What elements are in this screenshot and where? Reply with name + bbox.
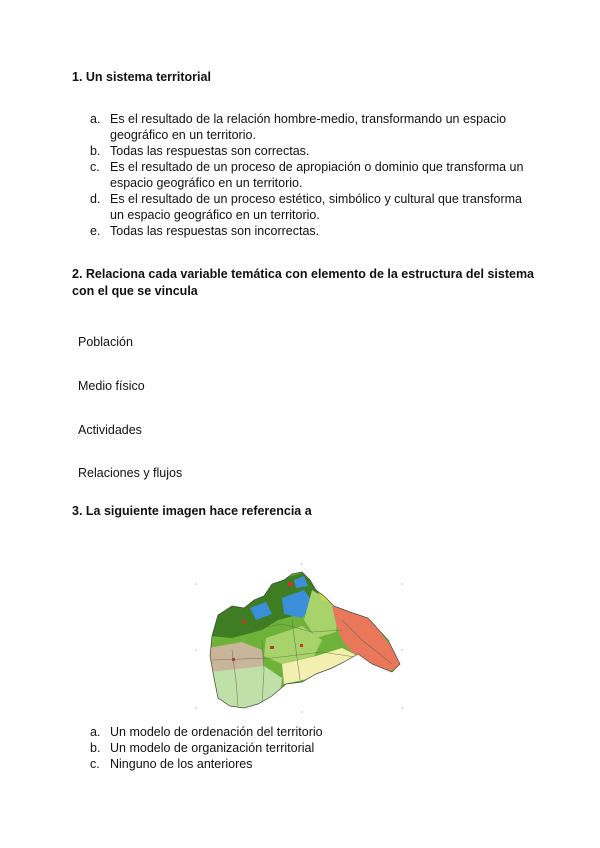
option-b[interactable]	[72, 143, 530, 159]
option-c[interactable]	[72, 159, 530, 191]
option-marker: c.	[90, 160, 100, 174]
option-a[interactable]	[72, 724, 530, 740]
match-item-poblacion[interactable]: Población	[78, 335, 133, 349]
option-marker: a.	[90, 725, 101, 739]
option-e[interactable]	[72, 223, 530, 239]
option-a[interactable]	[72, 111, 530, 143]
match-item-relaciones-flujos[interactable]: Relaciones y flujos	[78, 466, 183, 480]
territorial-map-image	[192, 560, 408, 716]
question-2-title: 2. Relaciona cada variable temática con elemento de la estructura del sistema con el que se vincula	[72, 267, 535, 298]
option-text: Un modelo de organización territorial	[110, 741, 315, 755]
option-marker: a.	[90, 112, 101, 126]
question-1-title: 1. Un sistema territorial	[72, 70, 211, 84]
match-item-actividades[interactable]: Actividades	[78, 423, 142, 437]
option-b[interactable]	[72, 740, 530, 756]
option-marker: b.	[90, 741, 101, 755]
option-marker: b.	[90, 144, 101, 158]
option-marker: e.	[90, 224, 101, 238]
option-text: Todas las respuestas son correctas.	[110, 144, 310, 158]
option-text: Ninguno de los anteriores	[110, 757, 253, 771]
option-d[interactable]	[72, 191, 530, 223]
option-c[interactable]	[72, 756, 530, 772]
question-1-options	[72, 111, 530, 239]
option-text: Es el resultado de un proceso estético, simbólico y cultural que transforma un espacio geográfico en un territorio.	[110, 192, 523, 222]
question-3-title: 3. La siguiente imagen hace referencia a	[72, 504, 312, 518]
option-marker: d.	[90, 192, 101, 206]
option-text: Es el resultado de la relación hombre-medio, transformando un espacio geográfico en un territorio.	[110, 112, 507, 142]
option-text: Un modelo de ordenación del territorio	[110, 725, 323, 739]
option-text: Todas las respuestas son incorrectas.	[110, 224, 320, 238]
question-3-options	[72, 724, 530, 772]
option-text: Es el resultado de un proceso de apropiación o dominio que transforma un espacio geográfico en un territorio.	[110, 160, 524, 190]
option-marker: c.	[90, 757, 100, 771]
match-item-medio-fisico[interactable]: Medio físico	[78, 379, 145, 393]
